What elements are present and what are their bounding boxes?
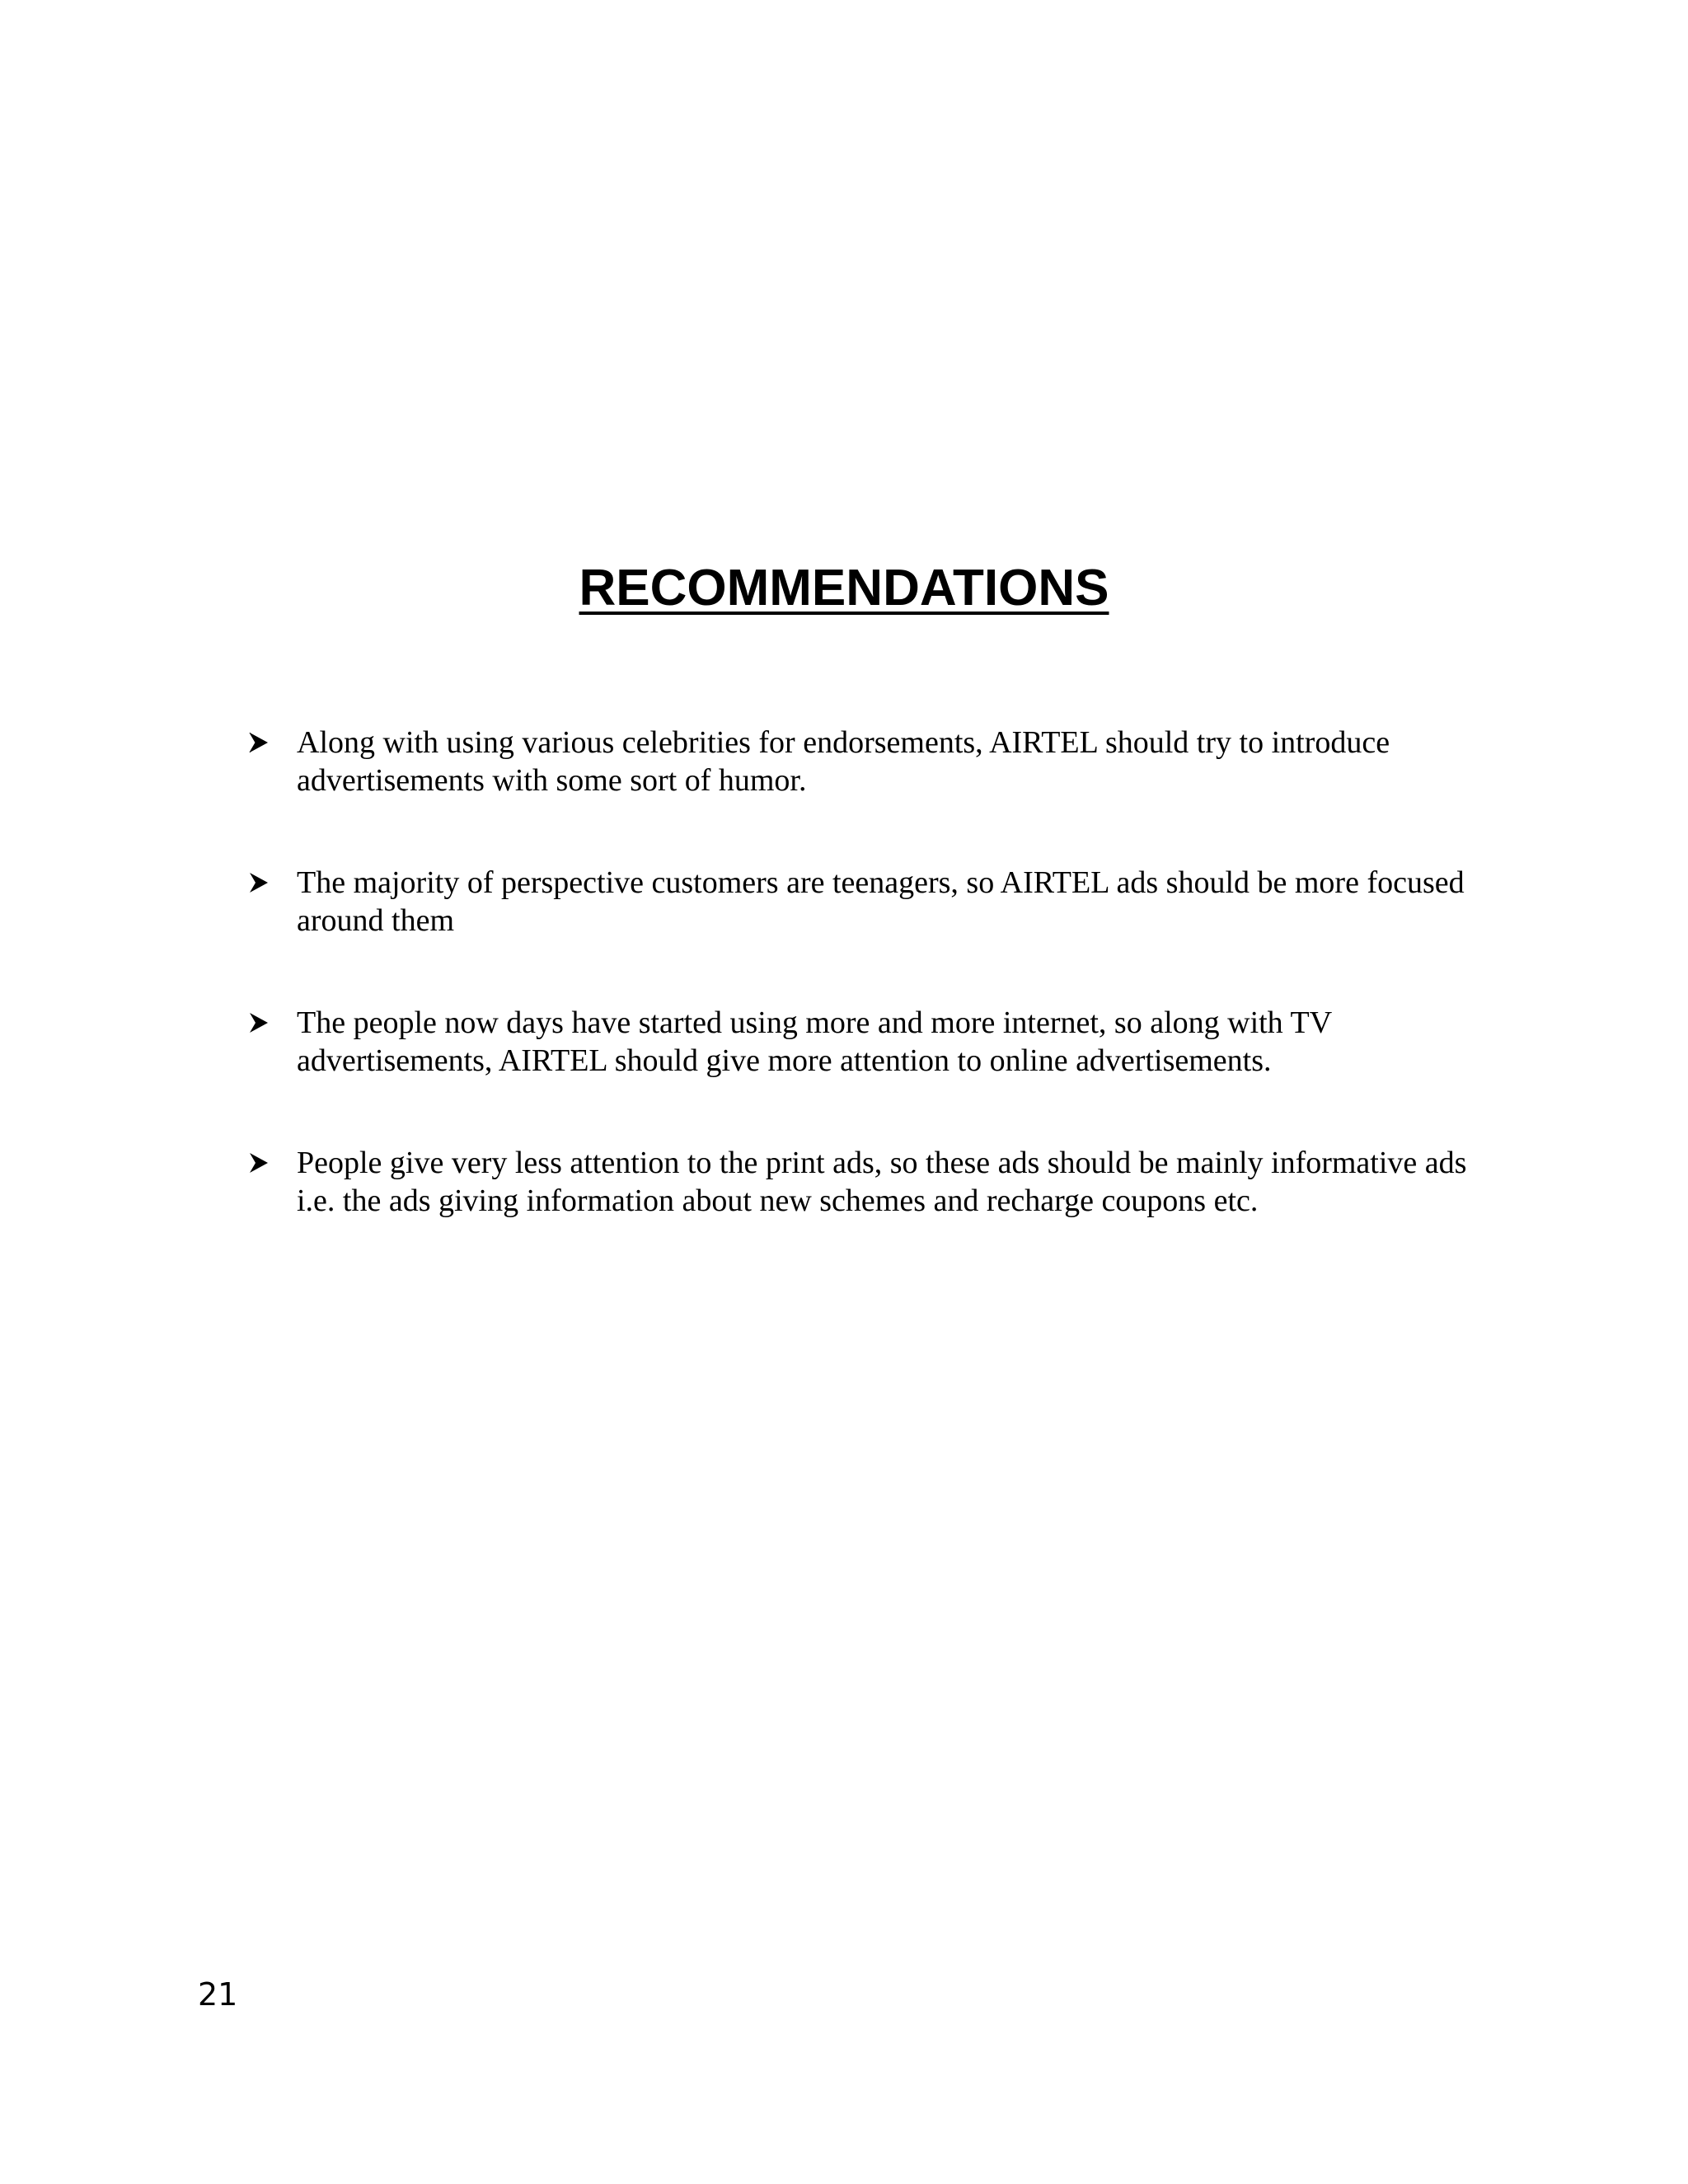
list-item	[249, 724, 1502, 799]
list-item-text: The people now days have started using more and more internet, so along with TV advertisements, AIRTEL should give more attention to online advertisements.	[297, 1005, 1332, 1078]
list-item	[249, 864, 1502, 940]
arrowhead-bullet-icon	[249, 724, 274, 762]
page-number: 21	[198, 1976, 238, 2013]
list-item-text: People give very less attention to the print ads, so these ads should be mainly informative ads i.e. the ads giving information about new schemes and recharge coupons etc.	[297, 1146, 1467, 1218]
page-title: RECOMMENDATIONS	[579, 560, 1109, 616]
arrowhead-bullet-icon	[249, 1144, 274, 1182]
arrowhead-bullet-icon	[249, 1004, 274, 1042]
list-item-text: Along with using various celebrities for endorsements, AIRTEL should try to introduce advertisements with some sort of humor.	[297, 725, 1390, 798]
recommendations-list	[249, 724, 1502, 1284]
list-item	[249, 1004, 1502, 1080]
arrowhead-bullet-icon	[249, 864, 274, 902]
list-item-text: The majority of perspective customers are teenagers, so AIRTEL ads should be more focused around them	[297, 865, 1465, 938]
list-item	[249, 1144, 1502, 1220]
